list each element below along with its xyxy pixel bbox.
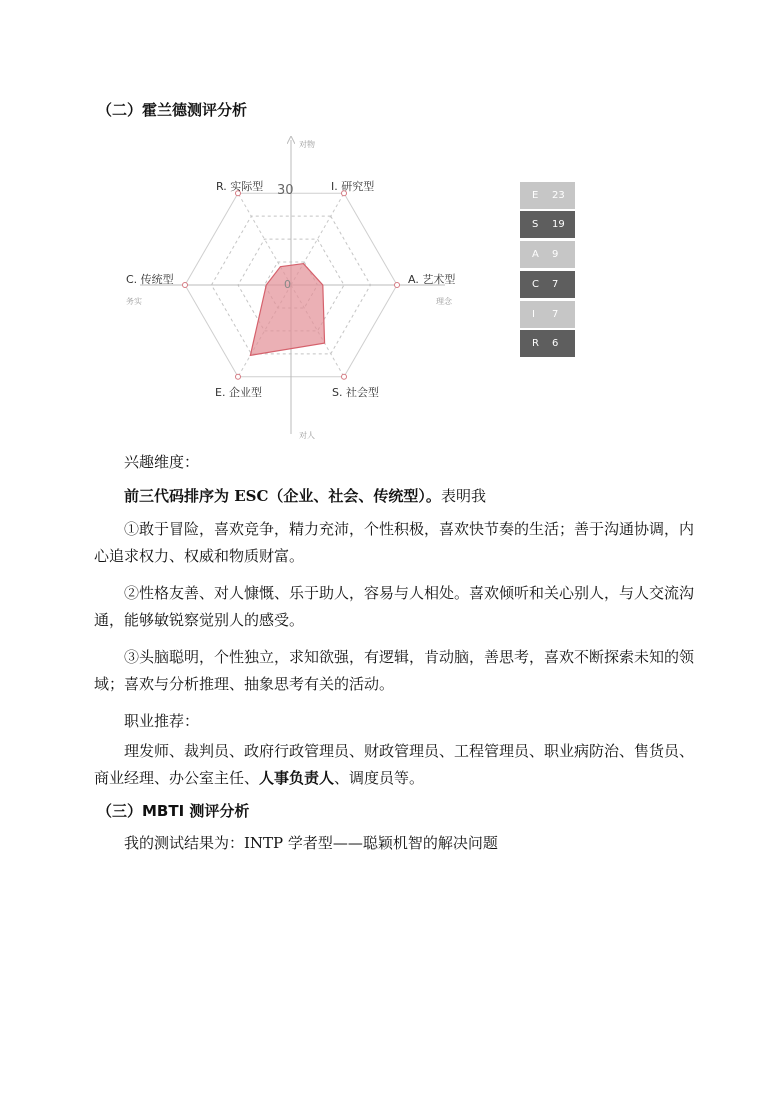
left-axis-label: 务实	[126, 297, 142, 306]
section3-heading: （三）MBTI 测评分析	[97, 802, 250, 820]
mbti-result: 我的测试结果为：INTP 学者型——聪颖机智的解决问题	[124, 834, 498, 852]
code-line	[124, 483, 486, 510]
point-1: ①敢于冒险，喜欢竞争，精力充沛，个性积极，喜欢快节奏的生活；善于沟通协调，内心追求权力、权威和物质财富。	[94, 520, 695, 565]
score-s: S 19	[520, 211, 575, 238]
career-list-part2: 、调度员等。	[334, 769, 425, 787]
top-axis-label: 对物	[299, 140, 315, 149]
score-r: R 6	[520, 330, 575, 357]
axis-label-r: R. 实际型	[216, 180, 264, 193]
code-line-rest: 表明我	[440, 487, 486, 505]
code-line-bold: 前三代码排序为 ESC（企业、社会、传统型）。	[124, 487, 441, 505]
right-axis-label: 理念	[436, 297, 452, 306]
career-highlight: 人事负责人	[259, 769, 335, 787]
point-3: ③头脑聪明，个性独立，求知欲强，有逻辑，肯动脑，善思考，喜欢不断探索未知的领域；喜欢与分析推理、抽象思考有关的活动。	[94, 648, 695, 693]
score-e: E 23	[520, 182, 575, 209]
radar-vertex-dot	[183, 283, 188, 288]
tick-label-max: 30	[277, 183, 294, 198]
career-list	[94, 738, 694, 792]
career-label: 职业推荐：	[124, 712, 200, 730]
career-list-part1: 理发师、裁判员、政府行政管理员、财政管理员、工程管理员、职业病防治、售货员、商业经理、办公室主任、	[94, 742, 695, 787]
axis-label-e: E. 企业型	[215, 386, 262, 399]
axis-label-s: S. 社会型	[332, 386, 379, 399]
radar-vertex-dot	[342, 374, 347, 379]
axis-label-a: A. 艺术型	[408, 273, 456, 286]
bottom-axis-label: 对人	[299, 431, 315, 440]
point-2: ②性格友善、对人慷慨、乐于助人，容易与人相处。喜欢倾听和关心别人，与人交流沟通，能够敏锐察觉别人的感受。	[94, 584, 695, 629]
radar-vertex-dot	[236, 374, 241, 379]
score-i: I 7	[520, 301, 575, 328]
section2-heading: （二）霍兰德测评分析	[97, 101, 248, 119]
score-c: C 7	[520, 271, 575, 298]
interest-label: 兴趣维度：	[124, 453, 200, 471]
holland-radar-chart	[110, 130, 480, 445]
radar-vertex-dot	[395, 283, 400, 288]
score-a: A 9	[520, 241, 575, 268]
axis-label-i: I. 研究型	[331, 180, 375, 193]
tick-label-zero: 0	[284, 278, 291, 291]
axis-label-c: C. 传统型	[126, 273, 174, 286]
